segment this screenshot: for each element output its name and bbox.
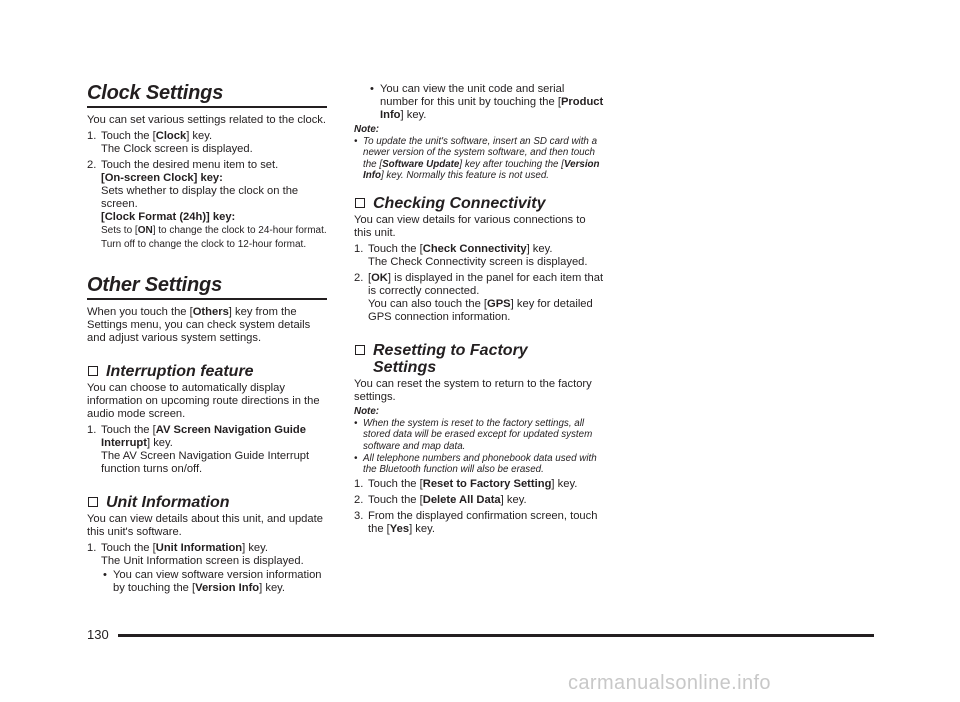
step-number: 2. bbox=[354, 494, 364, 507]
right-column bbox=[354, 82, 604, 554]
connect-intro: You can view details for various connections to this unit. bbox=[354, 214, 586, 240]
clock-format-key-head: [Clock Format (24h)] key: bbox=[101, 211, 236, 223]
bullet-text: You can view the unit code and serial number for this unit by touching the [ bbox=[380, 83, 565, 108]
checkbox-square-icon bbox=[88, 497, 98, 507]
note-text: To update the unit's software, insert an SD card with a newer version of the system software, and then touch the [ bbox=[363, 136, 598, 170]
intro-text: ] key from the Settings menu, you can check system details and adjust various system settings. bbox=[87, 306, 311, 344]
step-text: Touch the [ bbox=[368, 243, 423, 256]
desc-text: Sets to [ bbox=[101, 225, 138, 236]
other-settings-heading: Other Settings bbox=[87, 274, 327, 300]
reset-step-2 bbox=[354, 494, 604, 507]
heading-text: Resetting to Factory bbox=[373, 342, 528, 360]
other-settings-section bbox=[87, 274, 327, 345]
step-text: ] key. bbox=[526, 243, 553, 256]
step-number: 1. bbox=[87, 542, 97, 554]
note-item bbox=[354, 418, 604, 452]
ok-label: OK bbox=[371, 272, 388, 285]
unit-information-continued bbox=[354, 83, 604, 181]
intro-text: When you touch the [ bbox=[87, 306, 193, 318]
unit-information-key: Unit Information bbox=[155, 542, 243, 554]
bullet-text: ] key. bbox=[400, 109, 427, 121]
clock-intro: You can set various settings related to the clock. bbox=[87, 114, 327, 126]
checkbox-square-icon bbox=[355, 345, 365, 355]
connect-step-2 bbox=[354, 272, 604, 324]
clock-settings-heading: Clock Settings bbox=[87, 82, 327, 108]
step-text: [ bbox=[368, 272, 372, 285]
step-text: Touch the [ bbox=[101, 424, 156, 436]
step-text: ] key. bbox=[186, 130, 213, 142]
bullet-icon: • bbox=[354, 418, 358, 430]
heading-text: Interruption feature bbox=[106, 363, 254, 380]
note-item bbox=[354, 453, 604, 475]
clock-format-desc bbox=[101, 224, 327, 252]
step-text: Touch the [ bbox=[101, 542, 156, 554]
interruption-heading bbox=[87, 363, 327, 380]
checking-connectivity-heading bbox=[354, 195, 604, 212]
clock-settings-section bbox=[87, 82, 327, 252]
av-guide-interrupt-key: AV Screen Navigation Guide Interrupt bbox=[101, 424, 306, 449]
result-text: ] key for detailed GPS connection information. bbox=[368, 298, 593, 324]
bullet-icon: • bbox=[103, 569, 107, 581]
bullet-icon: • bbox=[354, 452, 358, 464]
reset-step-1 bbox=[354, 478, 604, 491]
step-text: ] is displayed in the panel for each item that is correctly connected. bbox=[368, 272, 604, 298]
yes-key: Yes bbox=[389, 523, 410, 536]
note-text: All telephone numbers and phonebook data used with the Bluetooth function will also be erased. bbox=[363, 452, 597, 476]
gps-key: GPS bbox=[487, 298, 511, 311]
product-info-key: Product Info bbox=[380, 96, 604, 121]
reset-intro: You can reset the system to return to the factory settings. bbox=[354, 378, 592, 404]
heading-text: Unit Information bbox=[106, 494, 230, 511]
step-text: Touch the [ bbox=[101, 130, 156, 142]
reset-step-3 bbox=[354, 510, 604, 536]
connect-step-1 bbox=[354, 243, 604, 269]
step-text: ] key. bbox=[242, 542, 269, 554]
clock-step-1 bbox=[87, 130, 327, 156]
bullet-text: You can view software version information by touching the [ bbox=[113, 569, 322, 594]
step-text: From the displayed confirmation screen, touch the [ bbox=[368, 510, 598, 536]
software-update-note bbox=[354, 124, 604, 181]
delete-all-data-key: Delete All Data bbox=[422, 494, 501, 507]
reset-note bbox=[354, 406, 604, 475]
step-number: 1. bbox=[354, 478, 364, 491]
unit-step-1 bbox=[87, 542, 327, 595]
software-update-key: Software Update bbox=[382, 158, 460, 170]
step-result: The Unit Information screen is displayed. bbox=[101, 555, 304, 567]
interruption-step-1 bbox=[87, 424, 327, 476]
note-text: ] key. Normally this feature is not used. bbox=[380, 169, 550, 181]
checking-connectivity-section bbox=[354, 195, 604, 324]
page-number: 130 bbox=[87, 627, 109, 642]
note-text: When the system is reset to the factory settings, all stored data will be erased except for updated system software and map data. bbox=[363, 418, 593, 452]
bullet-icon: • bbox=[370, 83, 374, 95]
step-text: ] key. bbox=[500, 494, 527, 507]
heading-text: Settings bbox=[373, 359, 437, 377]
left-column bbox=[87, 82, 327, 613]
version-info-key: Version Info bbox=[195, 582, 260, 594]
step-text: ] key. bbox=[147, 437, 173, 449]
desc-text: ] to change the clock to 24-hour format. Turn off to change the clock to 12-hour format. bbox=[101, 225, 327, 250]
checkbox-square-icon bbox=[88, 366, 98, 376]
clock-step-2 bbox=[87, 159, 327, 252]
step-number: 3. bbox=[354, 510, 364, 523]
step-result bbox=[368, 298, 604, 324]
reset-factory-heading bbox=[354, 342, 604, 376]
interruption-section bbox=[87, 363, 327, 476]
unit-information-heading bbox=[87, 494, 327, 511]
heading-text: Checking Connectivity bbox=[373, 195, 546, 213]
bullet-text: ] key. bbox=[259, 582, 286, 594]
note-label: Note: bbox=[354, 406, 380, 418]
step-text: ] key. bbox=[551, 478, 578, 491]
note-item bbox=[354, 136, 604, 181]
list-item bbox=[101, 569, 327, 595]
step-number: 1. bbox=[354, 243, 364, 256]
onscreen-clock-key-head: [On-screen Clock] key: bbox=[101, 172, 223, 184]
version-info-key: Version Info bbox=[363, 158, 600, 181]
reset-factory-key: Reset to Factory Setting bbox=[422, 478, 552, 491]
other-intro bbox=[87, 306, 327, 345]
step-number: 1. bbox=[87, 424, 97, 436]
checkbox-square-icon bbox=[355, 198, 365, 208]
note-label: Note: bbox=[354, 124, 380, 135]
list-item bbox=[354, 83, 604, 122]
step-text: Touch the [ bbox=[368, 478, 423, 491]
step-number: 2. bbox=[354, 272, 364, 285]
note-text: ] key after touching the [ bbox=[459, 158, 564, 170]
footer-rule bbox=[118, 634, 874, 637]
interruption-intro: You can choose to automatically display information on upcoming route directions in the audio mode screen. bbox=[87, 382, 320, 420]
step-text: ] key. bbox=[409, 523, 435, 536]
bullet-icon: • bbox=[354, 136, 358, 148]
result-text: You can also touch the [ bbox=[368, 298, 488, 311]
reset-factory-section bbox=[354, 342, 604, 536]
others-key: Others bbox=[192, 306, 229, 318]
on-key: ON bbox=[137, 225, 153, 236]
step-result: The AV Screen Navigation Guide Interrupt function turns on/off. bbox=[101, 450, 310, 475]
onscreen-clock-desc: Sets whether to display the clock on the screen. bbox=[101, 185, 299, 210]
unit-information-section bbox=[87, 494, 327, 595]
step-result: The Clock screen is displayed. bbox=[101, 143, 253, 155]
clock-key: Clock bbox=[155, 130, 187, 142]
unit-intro: You can view details about this unit, and update this unit's software. bbox=[87, 513, 323, 538]
step-text: Touch the desired menu item to set. bbox=[101, 159, 279, 171]
step-text: Touch the [ bbox=[368, 494, 423, 507]
check-connectivity-key: Check Connectivity bbox=[422, 243, 527, 256]
step-number: 1. bbox=[87, 130, 97, 142]
step-number: 2. bbox=[87, 159, 97, 171]
watermark-text: carmanualsonline.info bbox=[568, 672, 771, 694]
step-result: The Check Connectivity screen is displayed. bbox=[368, 256, 588, 269]
